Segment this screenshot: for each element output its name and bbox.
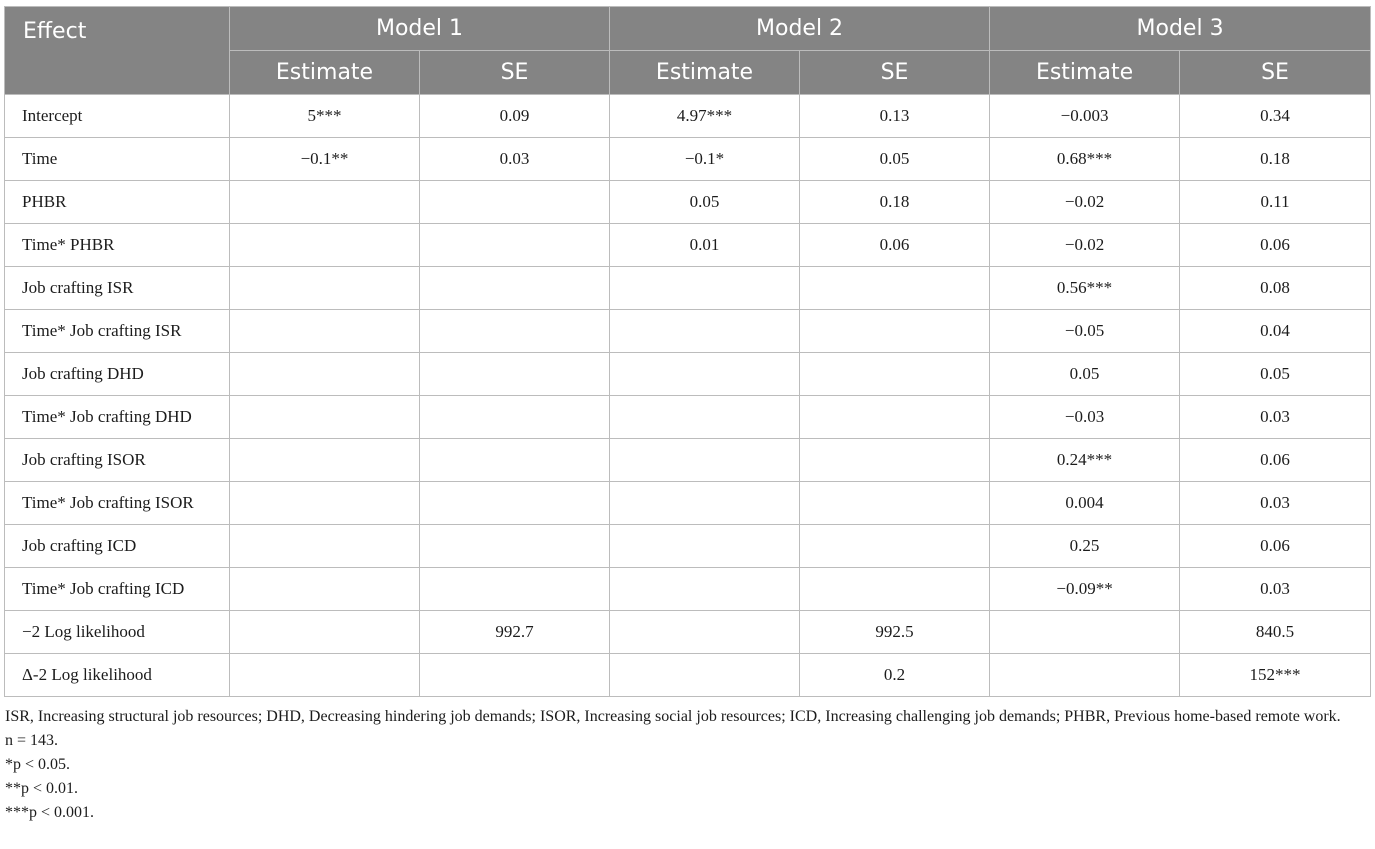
model-3-estimate: −0.02 [990,224,1180,267]
row-label: Time* Job crafting ISOR [5,482,230,525]
model-3-estimate: 0.004 [990,482,1180,525]
model-3-se: 0.03 [1180,396,1371,439]
model-2-se [800,310,990,353]
model-3-estimate [990,611,1180,654]
model-1-estimate [230,439,420,482]
model-1-estimate [230,611,420,654]
model-3-estimate: −0.02 [990,181,1180,224]
model-1-estimate [230,654,420,697]
model-2-estimate: 4.97*** [610,95,800,138]
model-2-estimate [610,267,800,310]
table-row [5,310,1371,353]
model-3-se: 152*** [1180,654,1371,697]
table-footnotes [4,705,1371,825]
model-3-estimate: 0.24*** [990,439,1180,482]
model-2-se: 992.5 [800,611,990,654]
model-2-header: Model 2 [610,7,990,51]
model-1-header: Model 1 [230,7,610,51]
model-3-se: 0.04 [1180,310,1371,353]
abbreviations-note: ISR, Increasing structural job resources; DHD, Decreasing hindering job demands; ISOR, Increasing social job resources; ICD, Increasing challenging job demands; PHBR, Previous home-based remote work. [5,708,1341,725]
model-1-se [420,439,610,482]
model-2-estimate [610,611,800,654]
model-3-se: 0.06 [1180,439,1371,482]
model-3-se: 0.05 [1180,353,1371,396]
significance-note-3: ***p < 0.001. [5,804,95,821]
model-1-se [420,482,610,525]
table-row [5,95,1371,138]
effect-header: Effect [5,7,230,95]
model-2-estimate: −0.1* [610,138,800,181]
model-3-se: 0.11 [1180,181,1371,224]
se-header: SE [1180,51,1371,95]
model-3-header: Model 3 [990,7,1371,51]
model-1-estimate [230,310,420,353]
model-1-estimate [230,568,420,611]
model-1-se [420,353,610,396]
table-row [5,396,1371,439]
estimate-header: Estimate [230,51,420,95]
model-1-se: 0.09 [420,95,610,138]
row-label: Job crafting ICD [5,525,230,568]
model-1-estimate [230,224,420,267]
model-1-se: 992.7 [420,611,610,654]
row-label: Time* Job crafting DHD [5,396,230,439]
model-3-estimate: 0.56*** [990,267,1180,310]
model-1-se [420,568,610,611]
model-1-estimate [230,353,420,396]
se-header: SE [420,51,610,95]
model-1-estimate [230,525,420,568]
row-label: Job crafting ISR [5,267,230,310]
model-2-se [800,482,990,525]
model-3-se: 0.06 [1180,525,1371,568]
model-1-estimate: −0.1** [230,138,420,181]
model-3-estimate: 0.05 [990,353,1180,396]
row-label: Time* PHBR [5,224,230,267]
model-2-se [800,568,990,611]
model-1-se: 0.03 [420,138,610,181]
model-1-se [420,396,610,439]
table-row [5,482,1371,525]
sample-size-note: n = 143. [5,732,59,749]
table-row [5,138,1371,181]
model-2-estimate [610,568,800,611]
model-1-se [420,310,610,353]
significance-note-2: **p < 0.01. [5,780,79,797]
row-label: Time* Job crafting ICD [5,568,230,611]
model-3-se: 0.08 [1180,267,1371,310]
model-3-estimate: −0.09** [990,568,1180,611]
model-3-estimate: 0.25 [990,525,1180,568]
model-1-estimate [230,396,420,439]
model-2-estimate [610,654,800,697]
model-2-se [800,396,990,439]
se-header: SE [800,51,990,95]
model-1-se [420,525,610,568]
model-2-estimate [610,439,800,482]
model-3-estimate: −0.003 [990,95,1180,138]
table-row [5,439,1371,482]
model-2-estimate: 0.05 [610,181,800,224]
table-row [5,224,1371,267]
model-2-se: 0.06 [800,224,990,267]
table-row [5,353,1371,396]
row-label: Job crafting DHD [5,353,230,396]
significance-note-1: *p < 0.05. [5,756,71,773]
model-1-se [420,654,610,697]
table-row [5,611,1371,654]
model-2-estimate [610,482,800,525]
model-2-se: 0.18 [800,181,990,224]
table-row [5,568,1371,611]
row-label: Job crafting ISOR [5,439,230,482]
model-2-estimate [610,525,800,568]
row-label: Time* Job crafting ISR [5,310,230,353]
model-1-se [420,267,610,310]
table-row [5,654,1371,697]
row-label: −2 Log likelihood [5,611,230,654]
model-3-estimate [990,654,1180,697]
table-header [5,7,1371,95]
row-label: Δ-2 Log likelihood [5,654,230,697]
row-label: PHBR [5,181,230,224]
model-2-se [800,439,990,482]
estimate-header: Estimate [990,51,1180,95]
model-2-se: 0.2 [800,654,990,697]
model-3-estimate: −0.03 [990,396,1180,439]
model-1-estimate [230,482,420,525]
model-1-se [420,181,610,224]
row-label: Time [5,138,230,181]
model-2-se [800,267,990,310]
model-2-estimate [610,353,800,396]
model-2-se: 0.05 [800,138,990,181]
model-3-estimate: −0.05 [990,310,1180,353]
table-body [5,95,1371,697]
table-row [5,267,1371,310]
model-2-estimate: 0.01 [610,224,800,267]
model-3-se: 0.03 [1180,482,1371,525]
model-1-estimate [230,181,420,224]
row-label: Intercept [5,95,230,138]
model-3-se: 0.18 [1180,138,1371,181]
model-1-se [420,224,610,267]
model-1-estimate [230,267,420,310]
model-3-se: 0.03 [1180,568,1371,611]
model-3-se: 0.06 [1180,224,1371,267]
model-3-estimate: 0.68*** [990,138,1180,181]
model-1-estimate: 5*** [230,95,420,138]
table-row [5,181,1371,224]
model-3-se: 840.5 [1180,611,1371,654]
estimate-header: Estimate [610,51,800,95]
table-container [4,6,1370,825]
results-table [4,6,1371,697]
model-2-se [800,353,990,396]
model-3-se: 0.34 [1180,95,1371,138]
model-2-estimate [610,310,800,353]
model-2-estimate [610,396,800,439]
model-2-se: 0.13 [800,95,990,138]
model-2-se [800,525,990,568]
table-row [5,525,1371,568]
